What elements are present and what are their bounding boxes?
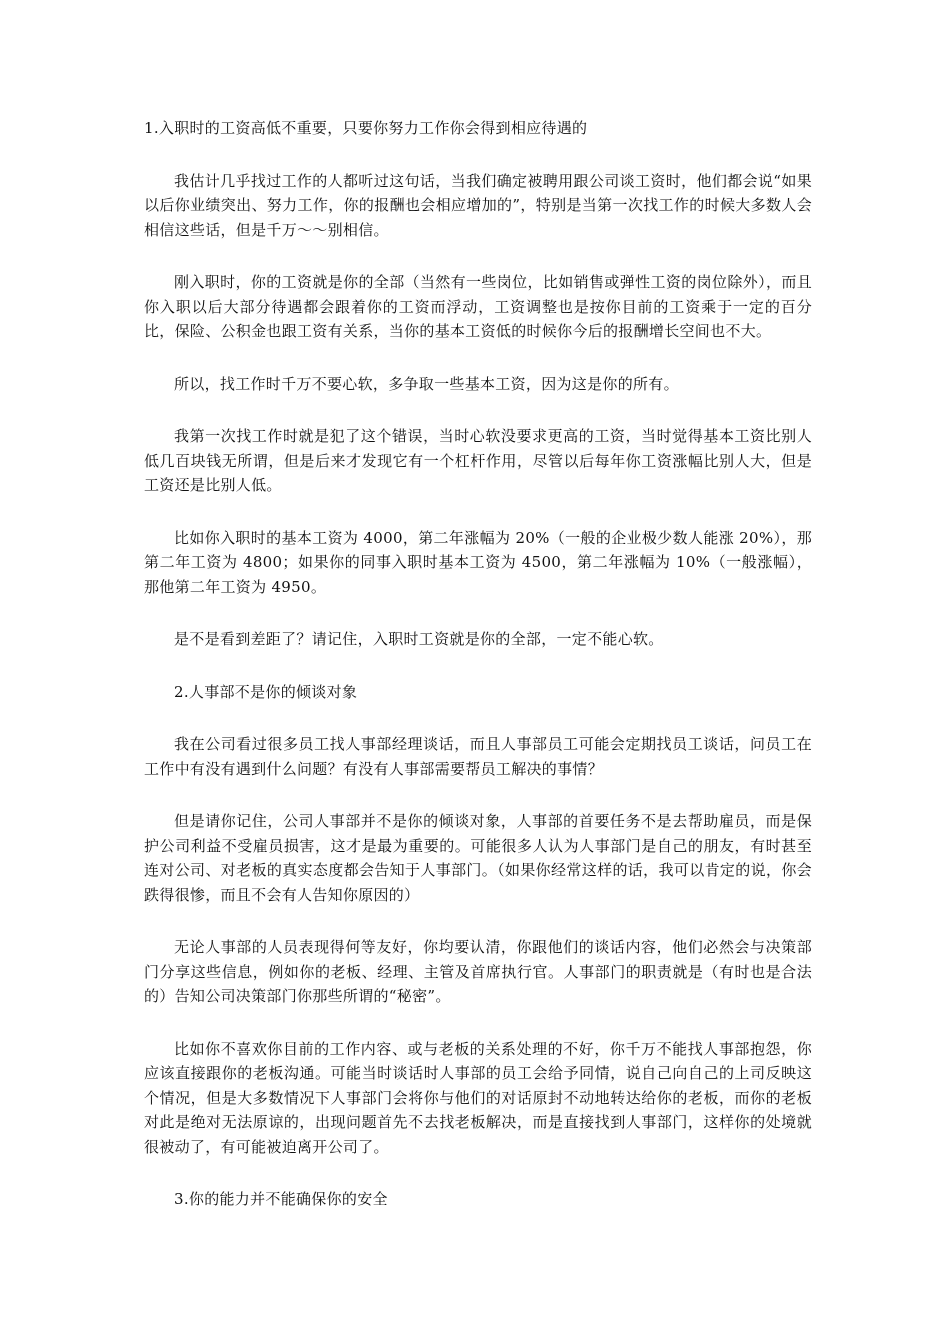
- section-heading-3: 3.你的能力并不能确保你的安全: [174, 1190, 388, 1208]
- paragraph: 比如你入职时的基本工资为 4000，第二年涨幅为 20%（一般的企业极少数人能涨 20%），那第二年工资为 4800；如果你的同事入职时基本工资为 4500，第二年涨幅为 10%（一般涨幅），那他第二年工资为 4950。: [144, 528, 812, 596]
- paragraph: 所以，找工作时千万不要心软，多争取一些基本工资，因为这是你的所有。: [174, 374, 679, 393]
- paragraph: 我估计几乎找过工作的人都听过这句话，当我们确定被聘用跟公司谈工资时，他们都会说“如果以后你业绩突出、努力工作，你的报酬也会相应增加的”，特别是当第一次找工作的时候大多数人会相信这些话，但是千万～～别相信。: [144, 171, 812, 239]
- paragraph: 我在公司看过很多员工找人事部经理谈话，而且人事部员工可能会定期找员工谈话，问员工在工作中有没有遇到什么问题？有没有人事部需要帮员工解决的事情？: [144, 735, 812, 778]
- paragraph: 我第一次找工作时就是犯了这个错误，当时心软没要求更高的工资，当时觉得基本工资比别人低几百块钱无所谓，但是后来才发现它有一个杠杆作用，尽管以后每年你工资涨幅比别人大，但是工资还是比别人低。: [144, 427, 812, 494]
- document-body: [144, 116, 812, 1240]
- paragraph: 但是请你记住，公司人事部并不是你的倾谈对象，人事部的首要任务不是去帮助雇员，而是保护公司利益不受雇员损害，这才是最为重要的。可能很多人认为人事部门是自己的朋友，有时甚至连对公司、对老板的真实态度都会告知于人事部门。（如果你经常这样的话，我可以肯定的说，你会跌得很惨，而且不会有人告知你原因的）: [144, 812, 812, 904]
- paragraph: 无论人事部的人员表现得何等友好，你均要认清，你跟他们的谈话内容，他们必然会与决策部门分享这些信息，例如你的老板、经理、主管及首席执行官。人事部门的职责就是（有时也是合法的）告知公司决策部门你那些所谓的“秘密”。: [144, 938, 812, 1005]
- paragraph: 比如你不喜欢你目前的工作内容、或与老板的关系处理的不好，你千万不能找人事部抱怨，你应该直接跟你的老板沟通。可能当时谈话时人事部的员工会给予同情，说自己向自己的上司反映这个情况，但是大多数情况下人事部门会将你与他们的对话原封不动地转达给你的老板，而你的老板对此是绝对无法原谅的，出现问题首先不去找老板解决，而是直接找到人事部门，这样你的处境就很被动了，有可能被迫离开公司了。: [144, 1039, 812, 1156]
- section-heading-1: 1.入职时的工资高低不重要，只要你努力工作你会得到相应待遇的: [144, 119, 588, 137]
- paragraph: 是不是看到差距了？请记住，入职时工资就是你的全部，一定不能心软。: [174, 630, 664, 648]
- section-heading-2: 2.人事部不是你的倾谈对象: [174, 682, 358, 701]
- paragraph: 刚入职时，你的工资就是你的全部（当然有一些岗位，比如销售或弹性工资的岗位除外），而且你入职以后大部分待遇都会跟着你的工资而浮动，工资调整也是按你目前的工资乘于一定的百分比，保险、公积金也跟工资有关系，当你的基本工资低的时候你今后的报酬增长空间也不大。: [144, 273, 812, 340]
